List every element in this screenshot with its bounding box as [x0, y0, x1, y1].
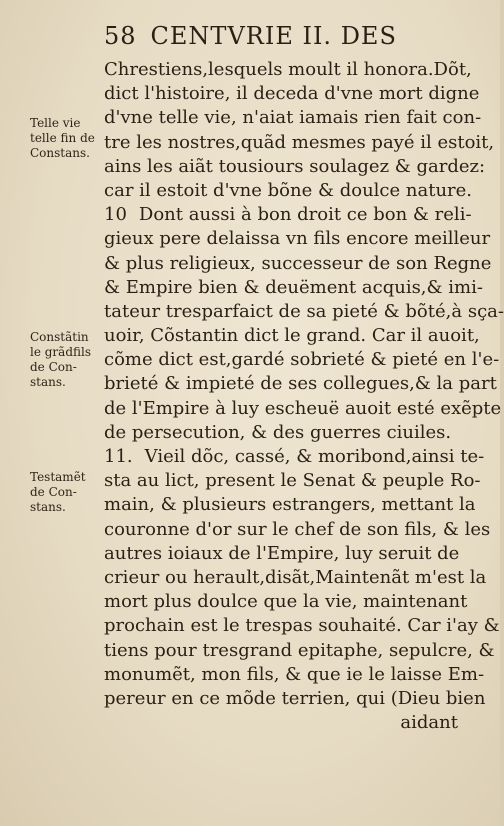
text-line: main, & plusieurs estrangers, mettant la	[104, 494, 476, 516]
text-line: crieur ou herault,disãt,Maintenãt m'est la	[104, 566, 487, 588]
text-line: mort plus doulce que la vie, maintenant	[104, 591, 468, 613]
catchword: aidant	[400, 712, 458, 734]
text-line: d'vne telle vie, n'aiat iamais rien fait con-	[104, 107, 482, 129]
text-line: de persecution, & des guerres ciuiles.	[104, 421, 452, 443]
page-number: 58	[104, 22, 137, 50]
margin-note-line: Constans.	[30, 146, 90, 160]
margin-note-line: Testamẽt	[30, 470, 86, 484]
body-text	[104, 58, 504, 735]
text-line-numbered	[104, 445, 485, 469]
page-header	[104, 22, 397, 50]
margin-note-line: telle fin de	[30, 131, 95, 145]
text-line: brieté & impieté de ses collegues,& la part	[104, 373, 497, 395]
text-line: uoir, Cõstantin dict le grand. Car il auoit,	[104, 325, 480, 347]
text-line: Chrestiens,lesquels moult il honora.Dõt,	[104, 59, 472, 80]
text-line: autres ioiaux de l'Empire, luy seruit de	[104, 542, 460, 564]
text-line: tateur tresparfaict de sa pieté & bõté,à sça-	[104, 300, 504, 322]
text-line: dict l'histoire, il deceda d'vne mort digne	[104, 83, 480, 105]
text-line: gieux pere delaissa vn fils encore meilleur	[104, 228, 491, 250]
text-line: sta au lict, present le Senat & peuple Ro-	[104, 470, 481, 492]
margin-note-telle-vie	[30, 116, 100, 161]
margin-note-constantin	[30, 330, 100, 390]
margin-note-line: le grãdfils	[30, 345, 92, 359]
text-line: de l'Empire à luy escheuë auoit esté exẽpte	[104, 397, 502, 419]
text-line-numbered	[104, 203, 472, 227]
margin-note-testament	[30, 470, 100, 515]
text-line-content: Vieil dõc, cassé, & moribond,ainsi te-	[144, 446, 485, 467]
text-line: car il estoit d'vne bõne & doulce nature.	[104, 179, 473, 201]
text-line: & Empire bien & deuëment acquis,& imi-	[104, 276, 483, 298]
margin-note-line: stans.	[30, 500, 66, 514]
margin-note-line: Telle vie	[30, 116, 81, 130]
text-line: monumẽt, mon fils, & que ie le laisse Em-	[104, 663, 485, 685]
text-line: & plus religieux, successeur de son Regne	[104, 252, 492, 274]
margin-note-line: Constãtin	[30, 330, 89, 344]
text-line: tre les nostres,quãd mesmes payé il estoit,	[104, 131, 495, 153]
text-line: ains les aiãt tousiours soulagez & gardez:	[104, 155, 486, 177]
section-number: 11.	[104, 446, 133, 467]
running-title: CENTVRIE II. DES	[150, 22, 397, 50]
section-number: 10	[104, 204, 127, 226]
margin-note-line: de Con-	[30, 360, 77, 374]
text-line: cõme dict est,gardé sobrieté & pieté en l'e-	[104, 349, 500, 371]
text-line-content: Dont aussi à bon droit ce bon & reli-	[138, 204, 472, 226]
text-line: pereur en ce mõde terrien, qui (Dieu bien	[104, 687, 486, 709]
margin-note-line: stans.	[30, 375, 66, 389]
margin-note-line: de Con-	[30, 485, 77, 499]
text-line: couronne d'or sur le chef de son fils, & les	[104, 518, 491, 540]
text-line: prochain est le trespas souhaité. Car i'ay &	[104, 615, 500, 637]
text-line: tiens pour tresgrand epitaphe, sepulcre, &	[104, 639, 495, 661]
